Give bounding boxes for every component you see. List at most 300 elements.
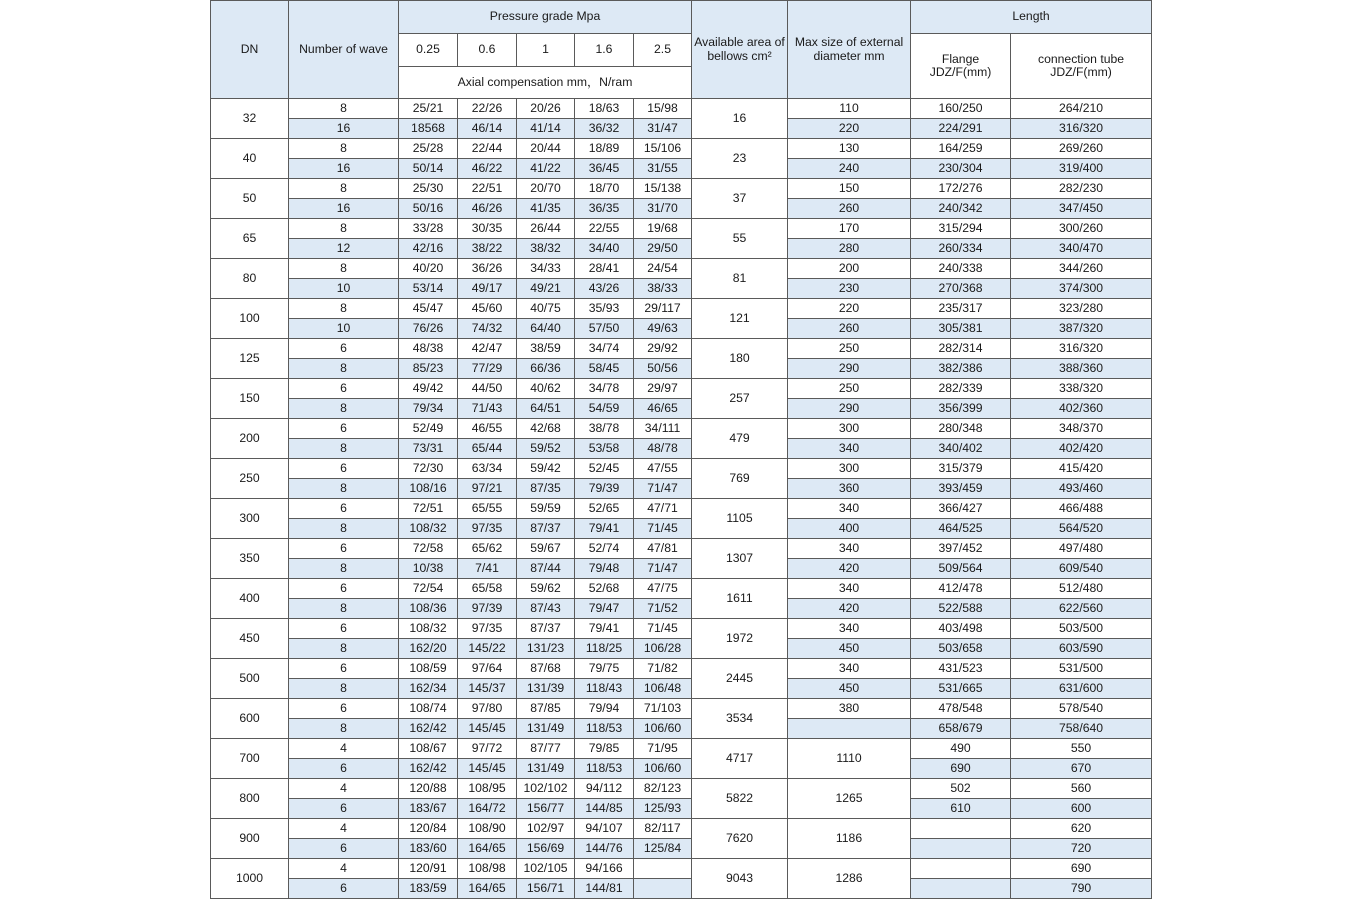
axial-value-cell: 108/74 — [399, 699, 458, 719]
dn-cell: 50 — [211, 179, 289, 219]
axial-value-cell: 94/166 — [575, 859, 634, 879]
tube-length-cell: 531/500 — [1011, 659, 1152, 679]
max-size-cell: 300 — [788, 459, 911, 479]
axial-value-cell: 20/44 — [517, 139, 575, 159]
table-row — [211, 839, 1152, 859]
tube-length-cell: 264/210 — [1011, 99, 1152, 119]
axial-value-cell: 47/55 — [634, 459, 692, 479]
axial-value-cell: 108/59 — [399, 659, 458, 679]
axial-value-cell: 144/76 — [575, 839, 634, 859]
wave-cell: 16 — [289, 119, 399, 139]
axial-value-cell: 38/33 — [634, 279, 692, 299]
flange-length-cell: 270/368 — [911, 279, 1011, 299]
axial-value-cell: 145/22 — [458, 639, 517, 659]
axial-value-cell: 50/56 — [634, 359, 692, 379]
axial-value-cell: 72/30 — [399, 459, 458, 479]
flange-length-cell: 356/399 — [911, 399, 1011, 419]
area-cell: 9043 — [692, 859, 788, 899]
axial-value-cell: 125/84 — [634, 839, 692, 859]
axial-value-cell: 52/49 — [399, 419, 458, 439]
axial-value-cell: 47/81 — [634, 539, 692, 559]
axial-value-cell: 54/59 — [575, 399, 634, 419]
area-cell: 1611 — [692, 579, 788, 619]
max-size-cell — [788, 719, 911, 739]
table-row — [211, 519, 1152, 539]
tube-length-cell: 323/280 — [1011, 299, 1152, 319]
area-cell: 3534 — [692, 699, 788, 739]
axial-value-cell: 82/123 — [634, 779, 692, 799]
axial-value-cell: 59/67 — [517, 539, 575, 559]
header-dn: DN — [211, 1, 289, 99]
axial-value-cell: 18/89 — [575, 139, 634, 159]
wave-cell: 16 — [289, 199, 399, 219]
axial-value-cell: 131/23 — [517, 639, 575, 659]
wave-cell: 4 — [289, 859, 399, 879]
axial-value-cell: 162/20 — [399, 639, 458, 659]
tube-length-cell: 387/320 — [1011, 319, 1152, 339]
axial-value-cell: 38/78 — [575, 419, 634, 439]
axial-value-cell: 82/117 — [634, 819, 692, 839]
axial-value-cell: 50/14 — [399, 159, 458, 179]
axial-value-cell: 59/42 — [517, 459, 575, 479]
max-size-cell: 1286 — [788, 859, 911, 899]
dn-cell: 400 — [211, 579, 289, 619]
axial-value-cell: 71/95 — [634, 739, 692, 759]
flange-length-cell: 366/427 — [911, 499, 1011, 519]
flange-length-cell: 382/386 — [911, 359, 1011, 379]
table-row — [211, 679, 1152, 699]
table-row — [211, 659, 1152, 679]
axial-value-cell: 59/52 — [517, 439, 575, 459]
table-row — [211, 439, 1152, 459]
axial-value-cell: 71/82 — [634, 659, 692, 679]
axial-value-cell: 34/74 — [575, 339, 634, 359]
axial-value-cell: 118/53 — [575, 759, 634, 779]
flange-length-cell: 235/317 — [911, 299, 1011, 319]
axial-value-cell: 28/41 — [575, 259, 634, 279]
axial-value-cell: 125/93 — [634, 799, 692, 819]
area-cell: 37 — [692, 179, 788, 219]
max-size-cell: 170 — [788, 219, 911, 239]
tube-length-cell: 348/370 — [1011, 419, 1152, 439]
max-size-cell: 240 — [788, 159, 911, 179]
flange-length-cell: 464/525 — [911, 519, 1011, 539]
max-size-cell: 250 — [788, 339, 911, 359]
tube-length-cell: 790 — [1011, 879, 1152, 899]
axial-value-cell: 72/54 — [399, 579, 458, 599]
wave-cell: 8 — [289, 679, 399, 699]
flange-length-cell — [911, 819, 1011, 839]
max-size-cell: 340 — [788, 439, 911, 459]
table-row — [211, 779, 1152, 799]
axial-value-cell: 41/14 — [517, 119, 575, 139]
header-max-size: Max size of external diameter mm — [788, 1, 911, 99]
axial-value-cell: 49/21 — [517, 279, 575, 299]
flange-length-cell: 397/452 — [911, 539, 1011, 559]
axial-value-cell: 64/40 — [517, 319, 575, 339]
axial-value-cell: 71/43 — [458, 399, 517, 419]
dn-cell: 600 — [211, 699, 289, 739]
axial-value-cell: 47/71 — [634, 499, 692, 519]
max-size-cell: 280 — [788, 239, 911, 259]
max-size-cell: 450 — [788, 639, 911, 659]
axial-value-cell: 106/28 — [634, 639, 692, 659]
axial-value-cell: 71/103 — [634, 699, 692, 719]
axial-value-cell: 162/34 — [399, 679, 458, 699]
axial-value-cell: 79/41 — [575, 619, 634, 639]
flange-length-cell: 431/523 — [911, 659, 1011, 679]
axial-value-cell: 22/51 — [458, 179, 517, 199]
max-size-cell: 380 — [788, 699, 911, 719]
flange-length-cell: 522/588 — [911, 599, 1011, 619]
flange-length-cell: 160/250 — [911, 99, 1011, 119]
axial-value-cell: 36/45 — [575, 159, 634, 179]
dn-cell: 40 — [211, 139, 289, 179]
axial-value-cell: 18568 — [399, 119, 458, 139]
header-axial-compensation: Axial compensation mm，N/ram — [399, 67, 692, 99]
flange-length-cell: 282/339 — [911, 379, 1011, 399]
area-cell: 479 — [692, 419, 788, 459]
area-cell: 769 — [692, 459, 788, 499]
tube-length-cell: 402/420 — [1011, 439, 1152, 459]
table-row — [211, 559, 1152, 579]
flange-length-cell — [911, 839, 1011, 859]
axial-value-cell: 120/84 — [399, 819, 458, 839]
max-size-cell: 1110 — [788, 739, 911, 779]
dn-cell: 125 — [211, 339, 289, 379]
axial-value-cell: 87/37 — [517, 619, 575, 639]
max-size-cell: 220 — [788, 299, 911, 319]
wave-cell: 8 — [289, 99, 399, 119]
flange-length-cell: 340/402 — [911, 439, 1011, 459]
wave-cell: 8 — [289, 639, 399, 659]
max-size-cell: 340 — [788, 579, 911, 599]
wave-cell: 10 — [289, 319, 399, 339]
flange-length-cell: 240/342 — [911, 199, 1011, 219]
axial-value-cell: 41/35 — [517, 199, 575, 219]
tube-length-cell: 603/590 — [1011, 639, 1152, 659]
axial-value-cell: 79/47 — [575, 599, 634, 619]
axial-value-cell: 71/45 — [634, 519, 692, 539]
header-grade: 1 — [517, 34, 575, 67]
axial-value-cell: 106/60 — [634, 719, 692, 739]
axial-value-cell: 118/53 — [575, 719, 634, 739]
max-size-cell: 420 — [788, 559, 911, 579]
axial-value-cell — [634, 879, 692, 899]
flange-length-cell: 393/459 — [911, 479, 1011, 499]
wave-cell: 6 — [289, 379, 399, 399]
axial-value-cell: 48/78 — [634, 439, 692, 459]
axial-value-cell: 35/93 — [575, 299, 634, 319]
table-row — [211, 219, 1152, 239]
axial-value-cell: 41/22 — [517, 159, 575, 179]
axial-value-cell: 102/105 — [517, 859, 575, 879]
table-row — [211, 339, 1152, 359]
axial-value-cell: 145/45 — [458, 759, 517, 779]
axial-value-cell: 18/63 — [575, 99, 634, 119]
tube-length-cell: 493/460 — [1011, 479, 1152, 499]
tube-length-cell: 466/488 — [1011, 499, 1152, 519]
flange-length-cell — [911, 859, 1011, 879]
axial-value-cell: 52/65 — [575, 499, 634, 519]
max-size-cell: 250 — [788, 379, 911, 399]
wave-cell: 8 — [289, 299, 399, 319]
tube-length-cell: 720 — [1011, 839, 1152, 859]
wave-cell: 8 — [289, 139, 399, 159]
table-row — [211, 279, 1152, 299]
flange-length-cell: 403/498 — [911, 619, 1011, 639]
wave-cell: 12 — [289, 239, 399, 259]
tube-length-cell: 269/260 — [1011, 139, 1152, 159]
axial-value-cell: 144/81 — [575, 879, 634, 899]
axial-value-cell: 34/33 — [517, 259, 575, 279]
tube-length-cell: 316/320 — [1011, 339, 1152, 359]
axial-value-cell: 33/28 — [399, 219, 458, 239]
axial-value-cell: 58/45 — [575, 359, 634, 379]
axial-value-cell: 36/26 — [458, 259, 517, 279]
area-cell: 55 — [692, 219, 788, 259]
table-row — [211, 99, 1152, 119]
max-size-cell: 260 — [788, 319, 911, 339]
table-row — [211, 379, 1152, 399]
wave-cell: 6 — [289, 419, 399, 439]
dn-cell: 450 — [211, 619, 289, 659]
dn-cell: 80 — [211, 259, 289, 299]
tube-length-cell: 578/540 — [1011, 699, 1152, 719]
axial-value-cell: 66/36 — [517, 359, 575, 379]
tube-length-cell: 319/400 — [1011, 159, 1152, 179]
axial-value-cell: 131/49 — [517, 759, 575, 779]
wave-cell: 8 — [289, 719, 399, 739]
dn-cell: 500 — [211, 659, 289, 699]
axial-value-cell: 156/71 — [517, 879, 575, 899]
table-row — [211, 239, 1152, 259]
tube-length-cell: 300/260 — [1011, 219, 1152, 239]
axial-value-cell: 57/50 — [575, 319, 634, 339]
axial-value-cell: 52/74 — [575, 539, 634, 559]
tube-length-cell: 622/560 — [1011, 599, 1152, 619]
tube-length-cell: 338/320 — [1011, 379, 1152, 399]
axial-value-cell: 145/45 — [458, 719, 517, 739]
max-size-cell: 360 — [788, 479, 911, 499]
dn-cell: 900 — [211, 819, 289, 859]
area-cell: 121 — [692, 299, 788, 339]
wave-cell: 6 — [289, 699, 399, 719]
flange-length-cell: 280/348 — [911, 419, 1011, 439]
table-row — [211, 859, 1152, 879]
max-size-cell: 230 — [788, 279, 911, 299]
wave-cell: 6 — [289, 579, 399, 599]
wave-cell: 4 — [289, 739, 399, 759]
flange-length-cell: 260/334 — [911, 239, 1011, 259]
axial-value-cell: 38/32 — [517, 239, 575, 259]
table-row — [211, 459, 1152, 479]
max-size-cell: 150 — [788, 179, 911, 199]
tube-length-cell: 503/500 — [1011, 619, 1152, 639]
tube-length-cell: 690 — [1011, 859, 1152, 879]
axial-value-cell — [634, 859, 692, 879]
area-cell: 180 — [692, 339, 788, 379]
max-size-cell: 300 — [788, 419, 911, 439]
flange-length-cell: 282/314 — [911, 339, 1011, 359]
wave-cell: 4 — [289, 779, 399, 799]
dn-cell: 32 — [211, 99, 289, 139]
tube-length-cell: 600 — [1011, 799, 1152, 819]
axial-value-cell: 29/92 — [634, 339, 692, 359]
axial-value-cell: 87/44 — [517, 559, 575, 579]
max-size-cell: 420 — [788, 599, 911, 619]
table-row — [211, 619, 1152, 639]
max-size-cell: 110 — [788, 99, 911, 119]
header-length: Length — [911, 1, 1152, 34]
axial-value-cell: 65/55 — [458, 499, 517, 519]
max-size-cell: 400 — [788, 519, 911, 539]
table-row — [211, 499, 1152, 519]
axial-value-cell: 45/60 — [458, 299, 517, 319]
flange-length-cell: 502 — [911, 779, 1011, 799]
axial-value-cell: 65/58 — [458, 579, 517, 599]
axial-value-cell: 145/37 — [458, 679, 517, 699]
axial-value-cell: 156/77 — [517, 799, 575, 819]
flange-length-cell: 509/564 — [911, 559, 1011, 579]
axial-value-cell: 24/54 — [634, 259, 692, 279]
axial-value-cell: 29/117 — [634, 299, 692, 319]
table-row — [211, 759, 1152, 779]
table-row — [211, 399, 1152, 419]
axial-value-cell: 46/14 — [458, 119, 517, 139]
axial-value-cell: 72/51 — [399, 499, 458, 519]
axial-value-cell: 94/112 — [575, 779, 634, 799]
axial-value-cell: 71/47 — [634, 479, 692, 499]
axial-value-cell: 76/26 — [399, 319, 458, 339]
wave-cell: 8 — [289, 559, 399, 579]
table-row — [211, 599, 1152, 619]
table-row — [211, 319, 1152, 339]
axial-value-cell: 71/45 — [634, 619, 692, 639]
axial-value-cell: 79/39 — [575, 479, 634, 499]
wave-cell: 8 — [289, 439, 399, 459]
axial-value-cell: 20/26 — [517, 99, 575, 119]
wave-cell: 8 — [289, 599, 399, 619]
header-connection-tube: connection tube JDZ/F(mm) — [1011, 34, 1152, 99]
axial-value-cell: 108/16 — [399, 479, 458, 499]
area-cell: 4717 — [692, 739, 788, 779]
axial-value-cell: 38/22 — [458, 239, 517, 259]
flange-length-cell: 315/379 — [911, 459, 1011, 479]
axial-value-cell: 79/85 — [575, 739, 634, 759]
axial-value-cell: 97/64 — [458, 659, 517, 679]
axial-value-cell: 87/35 — [517, 479, 575, 499]
axial-value-cell: 25/21 — [399, 99, 458, 119]
max-size-cell: 130 — [788, 139, 911, 159]
axial-value-cell: 97/21 — [458, 479, 517, 499]
axial-value-cell: 156/69 — [517, 839, 575, 859]
dn-cell: 200 — [211, 419, 289, 459]
max-size-cell: 340 — [788, 499, 911, 519]
header-grade: 2.5 — [634, 34, 692, 67]
max-size-cell: 1186 — [788, 819, 911, 859]
wave-cell: 16 — [289, 159, 399, 179]
axial-value-cell: 29/97 — [634, 379, 692, 399]
header-number-of-wave: Number of wave — [289, 1, 399, 99]
max-size-cell: 1265 — [788, 779, 911, 819]
area-cell: 81 — [692, 259, 788, 299]
axial-value-cell: 40/20 — [399, 259, 458, 279]
table-row — [211, 119, 1152, 139]
flange-length-cell: 658/679 — [911, 719, 1011, 739]
area-cell: 257 — [692, 379, 788, 419]
axial-value-cell: 108/32 — [399, 519, 458, 539]
axial-value-cell: 72/58 — [399, 539, 458, 559]
tube-length-cell: 340/470 — [1011, 239, 1152, 259]
axial-value-cell: 71/52 — [634, 599, 692, 619]
axial-value-cell: 102/97 — [517, 819, 575, 839]
flange-length-cell: 305/381 — [911, 319, 1011, 339]
axial-value-cell: 87/85 — [517, 699, 575, 719]
axial-value-cell: 79/75 — [575, 659, 634, 679]
flange-length-cell: 230/304 — [911, 159, 1011, 179]
table-row — [211, 179, 1152, 199]
axial-value-cell: 22/44 — [458, 139, 517, 159]
tube-length-cell: 344/260 — [1011, 259, 1152, 279]
table-row — [211, 139, 1152, 159]
wave-cell: 6 — [289, 539, 399, 559]
flange-length-cell: 490 — [911, 739, 1011, 759]
header-grade: 1.6 — [575, 34, 634, 67]
axial-value-cell: 74/32 — [458, 319, 517, 339]
tube-length-cell: 374/300 — [1011, 279, 1152, 299]
bellows-spec-table — [210, 0, 1152, 899]
tube-length-cell: 560 — [1011, 779, 1152, 799]
flange-length-cell: 315/294 — [911, 219, 1011, 239]
table-row — [211, 259, 1152, 279]
axial-value-cell: 183/59 — [399, 879, 458, 899]
max-size-cell: 450 — [788, 679, 911, 699]
axial-value-cell: 102/102 — [517, 779, 575, 799]
axial-value-cell: 36/32 — [575, 119, 634, 139]
tube-length-cell: 631/600 — [1011, 679, 1152, 699]
area-cell: 16 — [692, 99, 788, 139]
table-row — [211, 699, 1152, 719]
table-row — [211, 579, 1152, 599]
axial-value-cell: 43/26 — [575, 279, 634, 299]
axial-value-cell: 97/35 — [458, 519, 517, 539]
axial-value-cell: 108/95 — [458, 779, 517, 799]
table-row — [211, 819, 1152, 839]
area-cell: 2445 — [692, 659, 788, 699]
table-row — [211, 799, 1152, 819]
axial-value-cell: 164/65 — [458, 879, 517, 899]
table-body — [211, 99, 1152, 899]
axial-value-cell: 7/41 — [458, 559, 517, 579]
axial-value-cell: 79/34 — [399, 399, 458, 419]
tube-length-cell: 758/640 — [1011, 719, 1152, 739]
axial-value-cell: 34/111 — [634, 419, 692, 439]
axial-value-cell: 85/23 — [399, 359, 458, 379]
axial-value-cell: 59/62 — [517, 579, 575, 599]
axial-value-cell: 15/106 — [634, 139, 692, 159]
dn-cell: 700 — [211, 739, 289, 779]
header-grade: 0.6 — [458, 34, 517, 67]
flange-length-cell — [911, 879, 1011, 899]
axial-value-cell: 162/42 — [399, 759, 458, 779]
table-row — [211, 879, 1152, 899]
area-cell: 23 — [692, 139, 788, 179]
axial-value-cell: 50/16 — [399, 199, 458, 219]
axial-value-cell: 18/70 — [575, 179, 634, 199]
max-size-cell: 290 — [788, 399, 911, 419]
axial-value-cell: 120/88 — [399, 779, 458, 799]
